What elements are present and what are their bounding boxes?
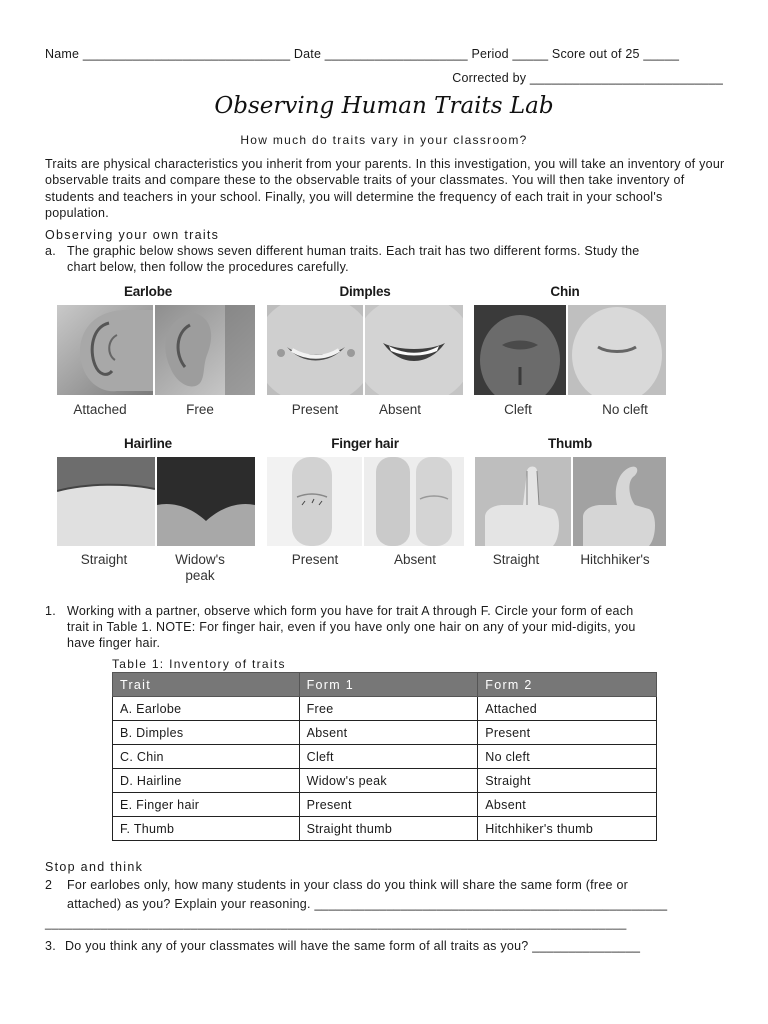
table-header-row (113, 673, 657, 697)
trait-title-thumb: Thumb (548, 436, 592, 451)
form2-cell[interactable]: Attached (478, 697, 657, 721)
form1-cell[interactable]: Cleft (299, 745, 478, 769)
finger-hair-form2-label: Absent (393, 552, 437, 567)
step-a-line2: chart below, then follow the procedures carefully. (67, 260, 349, 274)
q2-number: 2 (45, 878, 53, 892)
dimples-absent-photo (365, 305, 463, 395)
form1-cell[interactable]: Absent (299, 721, 478, 745)
table-caption: Table 1: Inventory of traits (112, 657, 286, 671)
chin-form1-label: Cleft (504, 402, 532, 417)
step-1 (45, 603, 745, 653)
table-row (113, 697, 657, 721)
inventory-table (112, 672, 657, 841)
finger-hair-form1-label: Present (291, 552, 339, 567)
dimples-form2-label: Absent (378, 402, 422, 417)
hairline-widows-peak-photo (157, 457, 255, 546)
finger-hair-absent-photo (364, 457, 464, 546)
header-trait: Trait (113, 673, 300, 697)
earlobe-form2-label: Free (186, 402, 214, 417)
hairline-straight-photo (57, 457, 155, 546)
hairline-form2-label: Widow's peak (175, 552, 225, 583)
trait-cell: F. Thumb (113, 817, 300, 841)
form1-cell[interactable]: Straight thumb (299, 817, 478, 841)
dimples-form1-label: Present (291, 402, 339, 417)
step-1-number: 1. (45, 604, 56, 618)
header-form-2: Form 2 (478, 673, 657, 697)
earlobe-free-photo (155, 305, 255, 395)
form2-cell[interactable]: No cleft (478, 745, 657, 769)
trait-title-hairline: Hairline (124, 436, 172, 451)
section-heading-own-traits: Observing your own traits (45, 228, 220, 242)
intro-paragraph: Traits are physical characteristics you inherit from your parents. In this investigation, you will take an inventory of your observable traits and compare these to the observable traits of your classmates. You will then take inventory of students and teachers in your school. Finally, you will determine the frequency of each trait in your school's population. (45, 157, 725, 220)
trait-title-chin: Chin (550, 284, 580, 299)
q3-line1[interactable]: Do you think any of your classmates will have the same form of all traits as you? _______________ (65, 939, 641, 953)
chin-cleft-photo (474, 305, 566, 395)
trait-title-finger-hair: Finger hair (331, 436, 399, 451)
thumb-hitchhikers-photo (573, 457, 666, 546)
table-row (113, 793, 657, 817)
trait-cell: C. Chin (113, 745, 300, 769)
chin-no-cleft-photo (568, 305, 666, 395)
trait-title-earlobe: Earlobe (123, 284, 173, 299)
earlobe-form1-label: Attached (73, 402, 127, 417)
trait-title-dimples: Dimples (339, 284, 391, 299)
thumb-form1-label: Straight (492, 552, 540, 567)
form2-cell[interactable]: Present (478, 721, 657, 745)
step-1-line2: trait in Table 1. NOTE: For finger hair, even if you have only one hair on any of your mid-digits, you (67, 620, 636, 634)
q2-line3[interactable]: ____________________________________________________________________________________ (45, 916, 627, 930)
form1-cell[interactable]: Free (299, 697, 478, 721)
trait-cell: B. Dimples (113, 721, 300, 745)
trait-cell: D. Hairline (113, 769, 300, 793)
table-row (113, 721, 657, 745)
trait-cell: E. Finger hair (113, 793, 300, 817)
page-subtitle: How much do traits vary in your classroom? (240, 133, 528, 147)
dimples-present-photo (267, 305, 363, 395)
q3-number: 3. (45, 939, 56, 953)
page-title: Observing Human Traits Lab (214, 93, 554, 119)
question-3 (45, 938, 745, 956)
form2-cell[interactable]: Absent (478, 793, 657, 817)
table-row (113, 745, 657, 769)
earlobe-attached-photo (57, 305, 153, 395)
form2-cell[interactable]: Hitchhiker's thumb (478, 817, 657, 841)
chin-form2-label: No cleft (602, 402, 648, 417)
step-a (45, 243, 735, 277)
step-1-line3: have finger hair. (67, 636, 161, 650)
step-1-line1: Working with a partner, observe which form you have for trait A through F. Circle your form of each (67, 604, 634, 618)
section-heading-stop-and-think: Stop and think (45, 860, 144, 874)
step-a-line1: The graphic below shows seven different human traits. Each trait has two different forms. Study the (67, 244, 640, 258)
form2-cell[interactable]: Straight (478, 769, 657, 793)
corrected-by-field: Corrected by ___________________________ (452, 71, 723, 85)
header-fields-row: Name _____________________________ Date ____________________ Period _____ Score out of 25 _____ (45, 47, 680, 61)
header-form-1: Form 1 (299, 673, 478, 697)
thumb-form2-label: Hitchhiker's (580, 552, 650, 567)
finger-hair-present-photo (267, 457, 362, 546)
table-row (113, 817, 657, 841)
step-a-number: a. (45, 244, 56, 258)
hairline-form1-label: Straight (80, 552, 128, 567)
form1-cell[interactable]: Widow's peak (299, 769, 478, 793)
q2-line2[interactable]: attached) as you? Explain your reasoning. _________________________________________________ (67, 897, 668, 911)
thumb-straight-photo (475, 457, 571, 546)
q2-line1: For earlobes only, how many students in your class do you think will share the same form (free or (67, 878, 629, 892)
trait-cell: A. Earlobe (113, 697, 300, 721)
table-row (113, 769, 657, 793)
form1-cell[interactable]: Present (299, 793, 478, 817)
question-2 (45, 876, 745, 930)
